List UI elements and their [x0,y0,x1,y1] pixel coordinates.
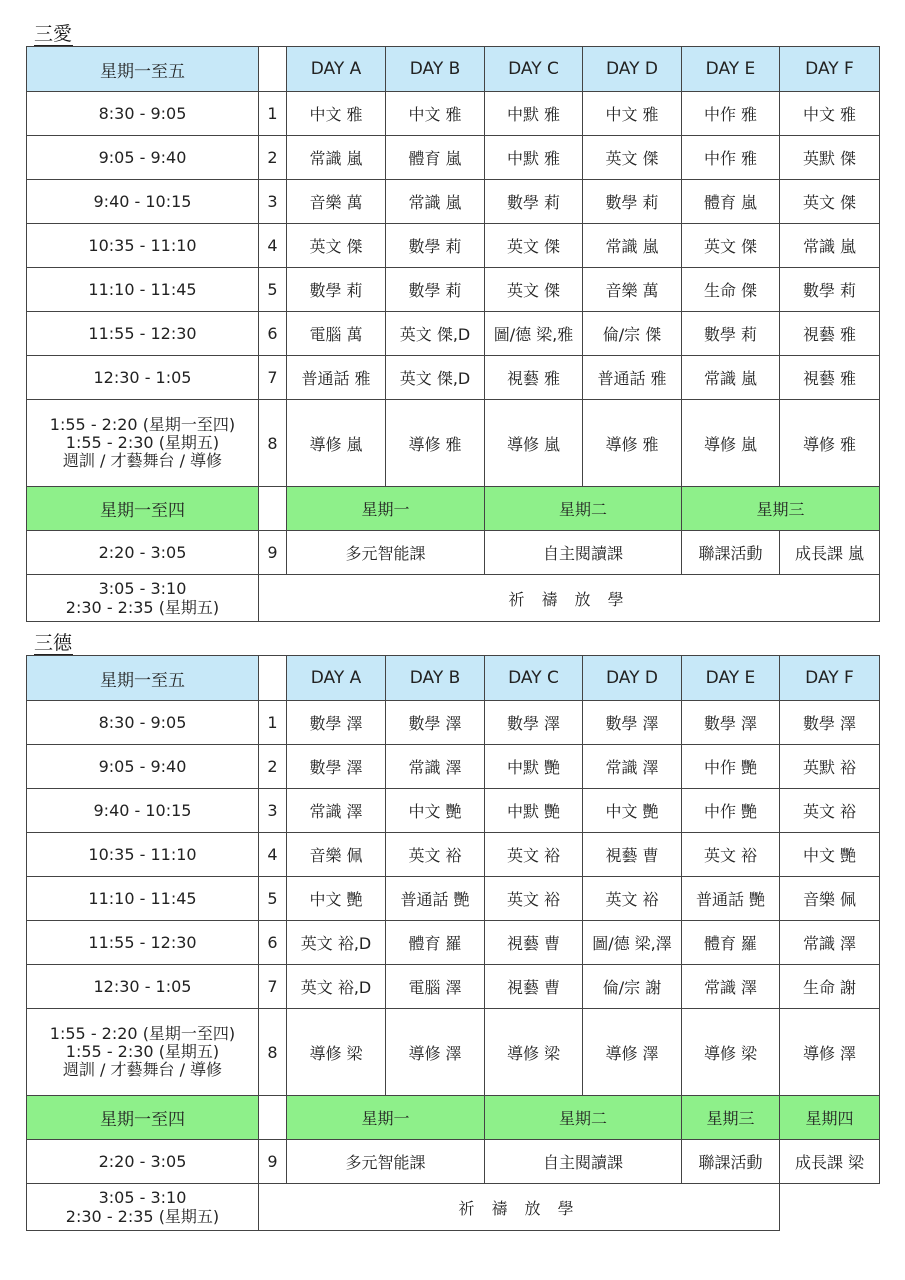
dismissal-time [27,1184,259,1231]
lesson-cell: 中文 雅 [287,92,386,136]
lesson-cell: 導修 嵐 [485,400,583,487]
lesson-cell: 英默 裕 [780,745,880,789]
period-row [27,965,880,1009]
period-time: 12:30 - 1:05 [27,965,259,1009]
period-time: 10:35 - 11:10 [27,224,259,268]
weekday-header: 星期一 [287,487,485,531]
lesson-cell: 導修 嵐 [682,400,780,487]
time-header: 星期一至五 [27,47,259,92]
lesson-cell: 中作 雅 [682,92,780,136]
lesson-cell: 數學 莉 [780,268,880,312]
lesson-cell: 常識 嵐 [682,356,780,400]
lesson-cell: 導修 雅 [386,400,485,487]
lesson-cell: 音樂 萬 [287,180,386,224]
period-time: 11:55 - 12:30 [27,921,259,965]
weekday-header-row [27,487,880,531]
period-9-row [27,1140,880,1184]
lesson-cell: 導修 梁 [287,1009,386,1096]
lesson-cell: 英文 傑,D [386,312,485,356]
period-row [27,921,880,965]
day-header: DAY D [583,47,682,92]
lesson-cell: 圖/德 梁,雅 [485,312,583,356]
day-header: DAY A [287,47,386,92]
period-num-header [259,47,287,92]
lesson-cell: 數學 澤 [583,701,682,745]
period-time: 9:05 - 9:40 [27,136,259,180]
activity-cell: 多元智能課 [287,531,485,575]
period-row [27,877,880,921]
activity-cell: 多元智能課 [287,1140,485,1184]
period-time: 11:10 - 11:45 [27,268,259,312]
period-time: 10:35 - 11:10 [27,833,259,877]
lesson-cell: 英文 裕 [485,833,583,877]
period-number: 9 [259,1140,287,1184]
lesson-cell: 導修 梁 [485,1009,583,1096]
day-header: DAY E [682,47,780,92]
weekday-header: 星期三 [682,1096,780,1140]
lesson-cell: 數學 澤 [287,701,386,745]
lesson-cell: 常識 澤 [682,965,780,1009]
period-number: 3 [259,789,287,833]
period-number: 1 [259,92,287,136]
dismissal-time [27,575,259,622]
period-number: 8 [259,1009,287,1096]
dismissal-row [27,575,880,622]
lesson-cell: 英文 裕 [682,833,780,877]
time-line: 1:55 - 2:30 (星期五) [65,1042,220,1061]
lesson-cell: 英文 傑 [485,268,583,312]
lesson-cell: 體育 羅 [682,921,780,965]
day-header: DAY F [780,656,880,701]
lesson-cell: 英文 裕 [386,833,485,877]
weekday-header: 星期三 [682,487,880,531]
activity-cell: 聯課活動 [682,1140,780,1184]
period-num-header [259,487,287,531]
weekday-header-row [27,1096,880,1140]
lesson-cell: 常識 嵐 [386,180,485,224]
lesson-cell: 常識 澤 [780,921,880,965]
lesson-cell: 體育 嵐 [682,180,780,224]
lesson-cell: 倫/宗 謝 [583,965,682,1009]
lesson-cell: 音樂 佩 [780,877,880,921]
day-header: DAY A [287,656,386,701]
weekday-header: 星期二 [485,487,682,531]
lesson-cell: 倫/宗 傑 [583,312,682,356]
lesson-cell: 普通話 艷 [682,877,780,921]
period-time: 9:05 - 9:40 [27,745,259,789]
period-time: 11:10 - 11:45 [27,877,259,921]
period-row [27,268,880,312]
lesson-cell: 數學 莉 [386,224,485,268]
lesson-cell: 英文 裕,D [287,965,386,1009]
time-line: 1:55 - 2:20 (星期一至四) [49,415,236,434]
lesson-cell: 英默 傑 [780,136,880,180]
lesson-cell: 視藝 曹 [583,833,682,877]
lesson-cell: 中作 艷 [682,789,780,833]
lesson-cell: 普通話 雅 [583,356,682,400]
lesson-cell: 導修 嵐 [287,400,386,487]
period-number: 7 [259,356,287,400]
lesson-cell: 英文 裕 [485,877,583,921]
period-number: 1 [259,701,287,745]
period-number: 3 [259,180,287,224]
period-time: 8:30 - 9:05 [27,701,259,745]
lesson-cell: 英文 傑 [682,224,780,268]
period-row [27,356,880,400]
lesson-cell: 中文 雅 [583,92,682,136]
weekday-header: 星期一 [287,1096,485,1140]
header-row [27,47,880,92]
time-line: 1:55 - 2:30 (星期五) [65,433,220,452]
lesson-cell: 視藝 曹 [485,965,583,1009]
time-line: 2:30 - 2:35 (星期五) [65,598,220,617]
lesson-cell: 英文 裕,D [287,921,386,965]
period-8-time [27,400,259,487]
activity-cell: 聯課活動 [682,531,780,575]
lesson-cell: 數學 莉 [287,268,386,312]
lesson-cell: 體育 羅 [386,921,485,965]
weekday-header: 星期二 [485,1096,682,1140]
day-header: DAY C [485,656,583,701]
time-line: 3:05 - 3:10 [98,1188,187,1207]
lesson-cell: 導修 梁 [682,1009,780,1096]
lesson-cell: 電腦 澤 [386,965,485,1009]
period-row [27,312,880,356]
period-row [27,224,880,268]
period-number: 6 [259,921,287,965]
timetable-1 [26,46,880,622]
period-number: 4 [259,833,287,877]
period-time: 9:40 - 10:15 [27,789,259,833]
lesson-cell: 視藝 雅 [780,356,880,400]
lesson-cell: 視藝 雅 [485,356,583,400]
lesson-cell: 常識 嵐 [780,224,880,268]
lesson-cell: 導修 澤 [583,1009,682,1096]
period-row [27,92,880,136]
period-9-row [27,531,880,575]
lesson-cell: 導修 雅 [583,400,682,487]
activity-cell: 成長課 嵐 [780,531,880,575]
time-line: 1:55 - 2:20 (星期一至四) [49,1024,236,1043]
day-header: DAY D [583,656,682,701]
lesson-cell: 數學 澤 [287,745,386,789]
lesson-cell: 中作 艷 [682,745,780,789]
lesson-cell: 英文 傑 [485,224,583,268]
period-row [27,400,880,487]
lesson-cell: 圖/德 梁,澤 [583,921,682,965]
lesson-cell: 中默 雅 [485,92,583,136]
lesson-cell: 數學 澤 [386,701,485,745]
dismissal-label: 祈 禱 放 學 [259,575,880,622]
dismissal-row [27,1184,880,1231]
activity-cell: 自主閱讀課 [485,1140,682,1184]
day-header: DAY F [780,47,880,92]
weekday-header: 星期四 [780,1096,880,1140]
period-row [27,789,880,833]
lesson-cell: 英文 裕 [780,789,880,833]
lesson-cell: 中文 雅 [780,92,880,136]
time-line: 週訓 / 才藝舞台 / 導修 [62,1060,223,1079]
period-row [27,136,880,180]
lesson-cell: 中文 雅 [386,92,485,136]
period-time: 11:55 - 12:30 [27,312,259,356]
period-number: 2 [259,136,287,180]
lesson-cell: 常識 嵐 [583,224,682,268]
period-num-header [259,656,287,701]
day-header: DAY B [386,656,485,701]
lesson-cell: 中文 艷 [780,833,880,877]
period-number: 6 [259,312,287,356]
lesson-cell: 常識 澤 [583,745,682,789]
period-time: 2:20 - 3:05 [27,1140,259,1184]
timetable-2 [26,655,880,1231]
lesson-cell: 生命 謝 [780,965,880,1009]
lesson-cell: 視藝 曹 [485,921,583,965]
lesson-cell: 常識 澤 [287,789,386,833]
lesson-cell: 中默 艷 [485,789,583,833]
lesson-cell: 數學 澤 [780,701,880,745]
period-time: 8:30 - 9:05 [27,92,259,136]
lesson-cell: 數學 莉 [682,312,780,356]
day-header: DAY E [682,656,780,701]
period-num-header [259,1096,287,1140]
dismissal-label: 祈 禱 放 學 [259,1184,780,1231]
lesson-cell: 中默 艷 [485,745,583,789]
period-time: 9:40 - 10:15 [27,180,259,224]
activity-cell: 成長課 梁 [780,1140,880,1184]
lesson-cell: 導修 雅 [780,400,880,487]
weekday-label: 星期一至四 [27,1096,259,1140]
lesson-cell: 數學 莉 [386,268,485,312]
day-header: DAY B [386,47,485,92]
lesson-cell: 數學 莉 [583,180,682,224]
period-8-time [27,1009,259,1096]
lesson-cell: 體育 嵐 [386,136,485,180]
period-row [27,745,880,789]
period-time: 12:30 - 1:05 [27,356,259,400]
lesson-cell: 英文 傑 [287,224,386,268]
time-header: 星期一至五 [27,656,259,701]
lesson-cell: 英文 傑 [583,136,682,180]
period-number: 4 [259,224,287,268]
lesson-cell: 導修 澤 [386,1009,485,1096]
lesson-cell: 電腦 萬 [287,312,386,356]
period-row [27,833,880,877]
lesson-cell: 英文 裕 [583,877,682,921]
lesson-cell: 常識 嵐 [287,136,386,180]
period-number: 5 [259,877,287,921]
lesson-cell: 中文 艷 [287,877,386,921]
lesson-cell: 常識 澤 [386,745,485,789]
period-number: 7 [259,965,287,1009]
class-title-1: 三愛 [34,23,73,45]
period-row [27,1009,880,1096]
period-number: 2 [259,745,287,789]
day-header: DAY C [485,47,583,92]
lesson-cell: 音樂 萬 [583,268,682,312]
lesson-cell: 英文 傑,D [386,356,485,400]
time-line: 2:30 - 2:35 (星期五) [65,1207,220,1226]
lesson-cell: 視藝 雅 [780,312,880,356]
lesson-cell: 數學 莉 [485,180,583,224]
header-row [27,656,880,701]
lesson-cell: 音樂 佩 [287,833,386,877]
lesson-cell: 導修 澤 [780,1009,880,1096]
lesson-cell: 數學 澤 [682,701,780,745]
period-time: 2:20 - 3:05 [27,531,259,575]
lesson-cell: 生命 傑 [682,268,780,312]
lesson-cell: 普通話 艷 [386,877,485,921]
lesson-cell: 英文 傑 [780,180,880,224]
period-number: 9 [259,531,287,575]
lesson-cell: 中作 雅 [682,136,780,180]
period-number: 5 [259,268,287,312]
lesson-cell: 中默 雅 [485,136,583,180]
weekday-label: 星期一至四 [27,487,259,531]
period-row [27,180,880,224]
lesson-cell: 中文 艷 [583,789,682,833]
activity-cell: 自主閱讀課 [485,531,682,575]
lesson-cell: 普通話 雅 [287,356,386,400]
lesson-cell: 中文 艷 [386,789,485,833]
class-title-2: 三德 [34,632,73,654]
period-row [27,701,880,745]
time-line: 3:05 - 3:10 [98,579,187,598]
lesson-cell: 數學 澤 [485,701,583,745]
period-number: 8 [259,400,287,487]
time-line: 週訓 / 才藝舞台 / 導修 [62,451,223,470]
